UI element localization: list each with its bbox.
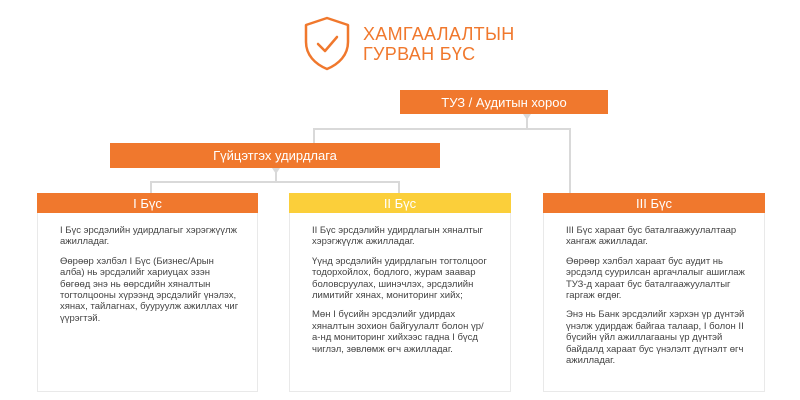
zone-3-header: [543, 193, 765, 213]
zone-2-paragraph: Мөн I бүсийн эрсдэлийг удирдах хяналтын зохион байгуулалт болон үр/а-нд мониторинг хийхээс гадна I бүсд чиглэл, зөвлөмж өгч ажилладаг.: [312, 309, 484, 355]
connector-management-vertical: [313, 128, 315, 143]
zone-2-paragraph: II Бүс эрсдэлийн удирдлагын хяналтыг хэрэгжүүлж ажилладаг.: [312, 225, 484, 248]
zone-2-title: II Бүс: [383, 195, 417, 211]
zone-3-paragraph: III Бүс хараат бус баталгаажуулалтаар хангаж ажилладаг.: [566, 225, 737, 248]
management-bar: [110, 143, 440, 168]
zone-3-paragraph: Энэ нь Банк эрсдэлийг хэрхэн үр дүнтэй үнэлж удирдаж байгаа талаар, I болон II бүсийн үйл ажиллагааны үр дүнтэй байдалд хараат бус үнэлэлт дүгнэлт өгч ажилладаг.: [566, 309, 745, 367]
zone-3-title: III Бүс: [636, 195, 672, 211]
shield-check-icon: [298, 14, 356, 72]
zone-1-title: I Бүс: [133, 195, 162, 211]
zone-1-paragraph: Өөрөөр хэлбэл I Бүс (Бизнес/Арын алба) нь эрсдэлийг хариуцах эзэн бөгөөд энэ нь өөрсдийн хяналтын тогтолцооны хүрээнд эрсдэлийг үнэлэх, хянах, тайлагнах, бууруулж ажиллах чиг үүрэгтэй.: [60, 255, 239, 324]
connector-zone3-vertical: [569, 128, 571, 194]
committee-bar: [400, 90, 608, 114]
page-title: [363, 24, 515, 64]
zone-2-header: [289, 193, 511, 213]
title-line-2: ГУРВАН БҮС: [363, 44, 476, 64]
arrow-to-committee: [523, 114, 531, 120]
zone-1-header: [37, 193, 258, 213]
connector-top-horizontal: [313, 128, 570, 130]
title-line-1: ХАМГААЛАЛТЫН: [363, 24, 515, 44]
zone-3-paragraph: Өөрөөр хэлбэл хараат бус аудит нь эрсдэлд суурилсан аргачлалыг ашиглаж ТУЗ-д хараат бус баталгаажуулалтыг гаргаж өгдөг.: [566, 255, 745, 302]
committee-label: ТУЗ / Аудитын хороо: [441, 94, 567, 110]
zone-1-card: [37, 213, 258, 392]
zone-2-card: [289, 213, 511, 392]
zone-3-card: [543, 213, 765, 392]
zone-2-paragraph: Үүнд эрсдэлийн удирдлагын тогтолцоог тодорхойлох, бодлого, журам заавар боловсруулах, шинэчлэх, эрсдэлийн лимитийг хянах, мониторинг хийх;: [312, 255, 487, 302]
arrow-to-management: [272, 168, 280, 174]
zone-1-paragraph: I Бүс эрсдэлийн удирдлагыг хэрэгжүүлж ажилладаг.: [60, 225, 237, 248]
management-label: Гүйцэтгэх удирдлага: [213, 148, 337, 163]
